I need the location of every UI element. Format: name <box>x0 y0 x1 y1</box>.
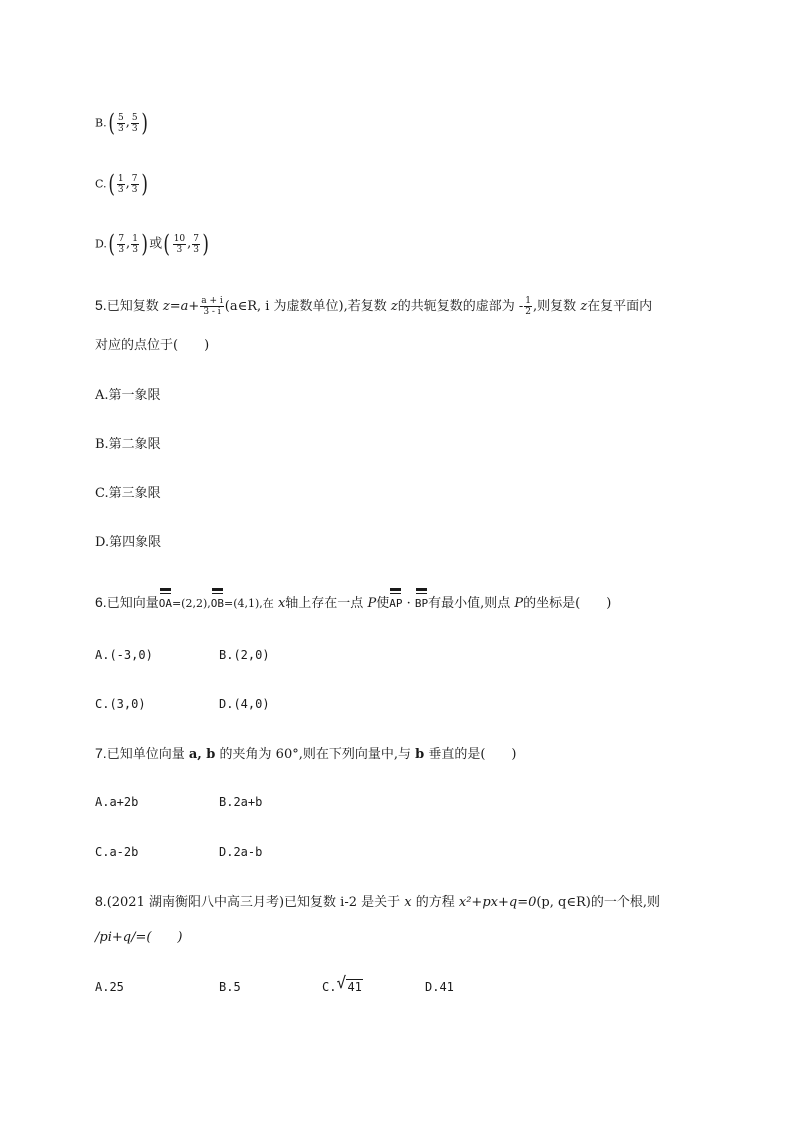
vector-ap: AP <box>389 594 402 614</box>
q4-option-c: C. ( $\frac{1}{3}$ , $\frac{7}{3}$ ) <box>95 170 148 198</box>
q5-stem-line2: 对应的点位于( ) <box>95 338 210 353</box>
q7-option-a: A.a+2b <box>95 795 139 809</box>
vector-bp: BP <box>415 594 428 614</box>
q6-option-a: A.(-3,0) <box>95 648 153 662</box>
sqrt-symbol: √ 41 <box>336 973 362 994</box>
q5-option-d: D.第四象限 <box>95 535 162 550</box>
q5-option-a: A.第一象限 <box>95 388 161 403</box>
vector-oa: OA <box>159 594 172 614</box>
q6-stem: 6.已知向量OA=(2,2),OB=(4,1),在 x轴上存在一点 P使AP · BP有最小值,则点 P的坐标是( ) <box>95 592 611 614</box>
vector-ob: OB <box>211 594 224 614</box>
q4-option-d: D. ( $\frac{7}{3}$ , $\frac{1}{3}$ ) 或 ( $\frac{10}{3}$ , $\frac{7}{3}$ ) <box>95 230 209 258</box>
q5-option-c: C.第三象限 <box>95 486 161 501</box>
q6-option-c: C.(3,0) <box>95 697 146 711</box>
q8-option-a: A.25 <box>95 980 124 994</box>
q7-option-d: D.2a-b <box>219 845 263 859</box>
q8-stem-line1: 8.(2021 湖南衡阳八中高三月考)已知复数 i-2 是关于 x 的方程 x²+px+q=0(p, q∈R)的一个根,则 <box>95 893 660 910</box>
q8-option-b: B.5 <box>219 980 241 994</box>
q7-stem: 7.已知单位向量 a, b 的夹角为 60°,则在下列向量中,与 b 垂直的是( ) <box>95 745 517 762</box>
q8-option-c: C. √ 41 <box>322 977 363 997</box>
q8-option-d: D.41 <box>425 980 454 994</box>
q5-option-b: B.第二象限 <box>95 437 161 452</box>
q7-option-c: C.a-2b <box>95 845 139 859</box>
q6-option-b: B.(2,0) <box>219 648 270 662</box>
q8-stem-line2: /pi+q/=( ) <box>95 930 183 945</box>
q5-stem-line1: 5.已知复数 z=a+ $\frac{a + i}{3 - i}$ (a∈R, i 为虚数单位),若复数 z的共轭复数的虚部为 - $\frac{1}{2}$ ,则复数 z在复平面内 <box>95 296 653 317</box>
q4-option-b: B. ( $\frac{5}{3}$ , $\frac{5}{3}$ ) <box>95 109 148 137</box>
q6-option-d: D.(4,0) <box>219 697 270 711</box>
q7-option-b: B.2a+b <box>219 795 263 809</box>
